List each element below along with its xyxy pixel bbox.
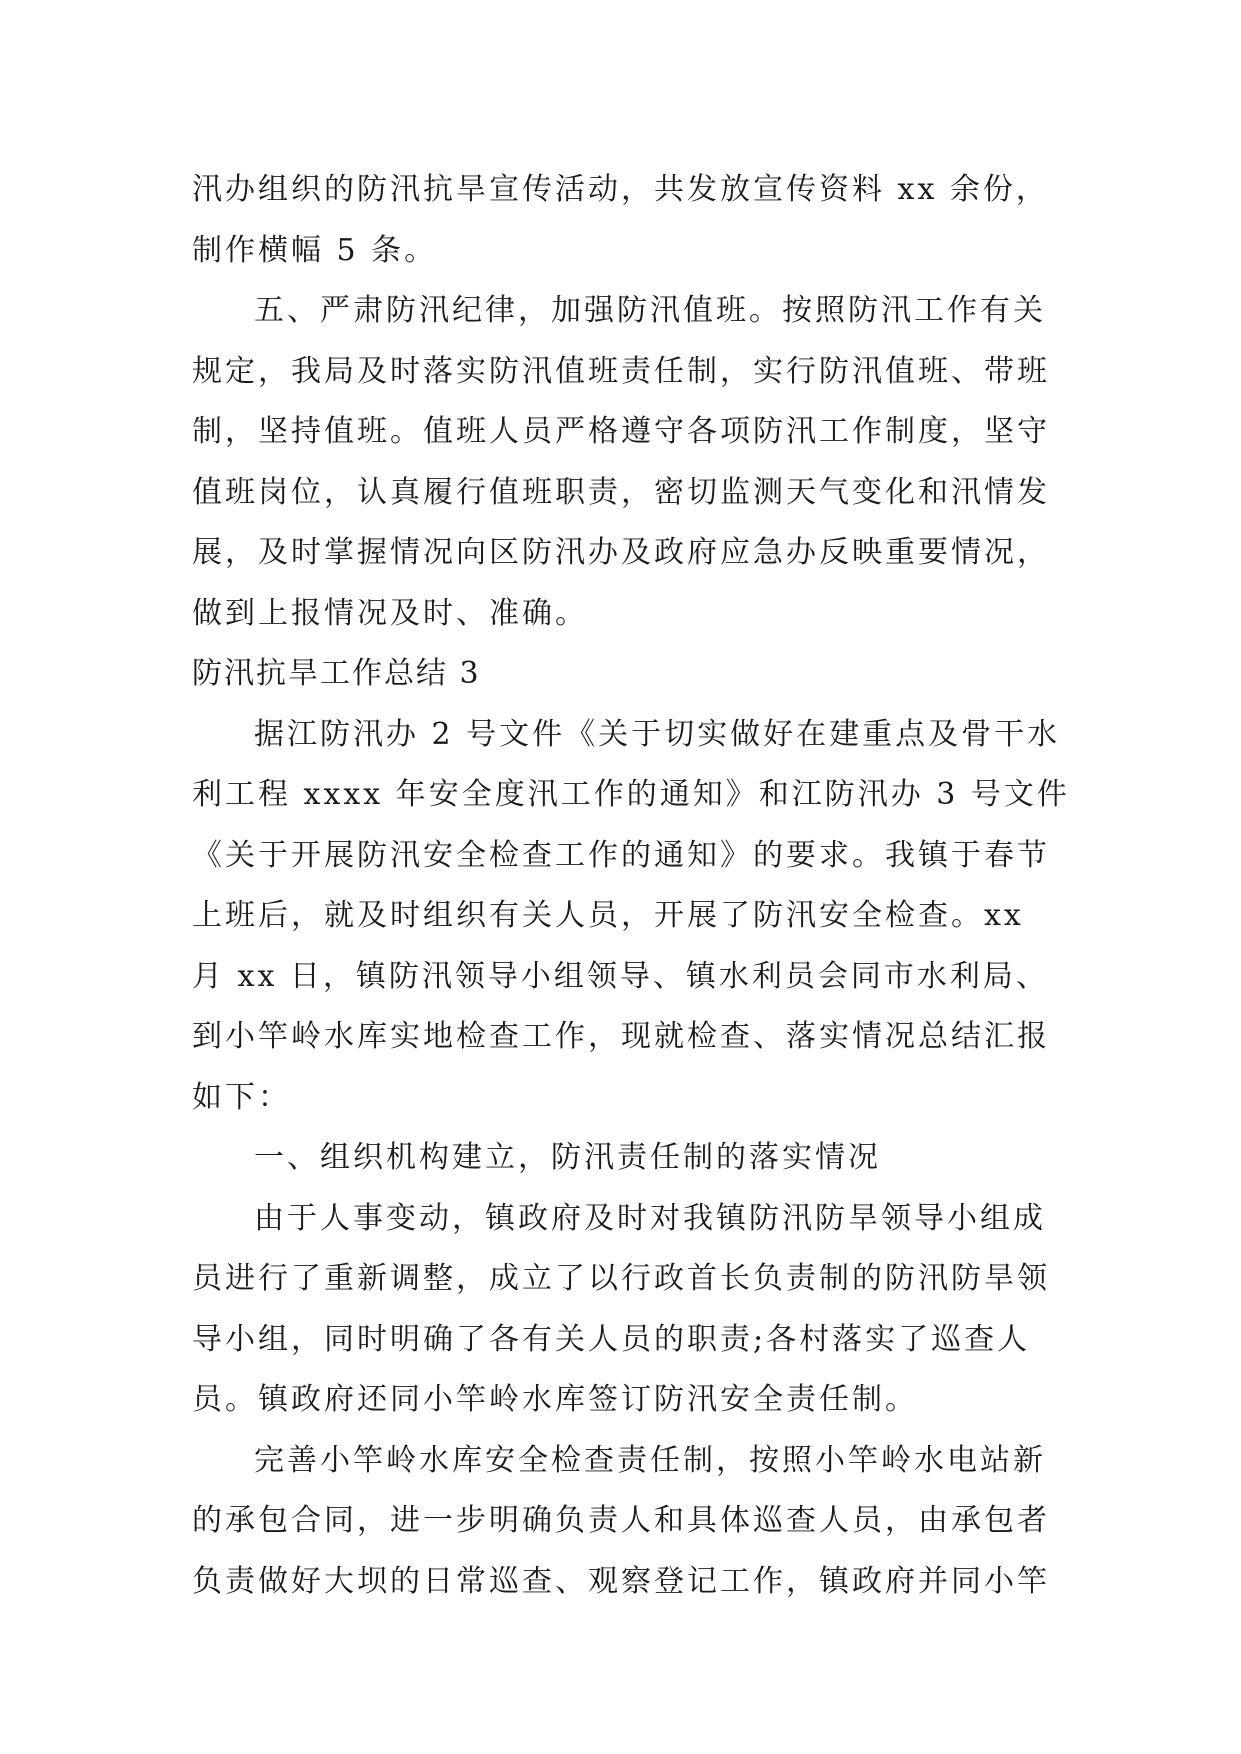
text-line: 利工程 xxxx 年安全度汛工作的通知》和江防汛办 3 号文件 — [192, 777, 1070, 812]
subsection-heading: 一、组织机构建立，防汛责任制的落实情况 — [254, 1140, 881, 1175]
text-line: 做到上报情况及时、准确。 — [192, 595, 588, 631]
text-line: 值班岗位，认真履行值班职责，密切监测天气变化和汛情发 — [192, 474, 1050, 510]
text-line: 如下： — [192, 1079, 291, 1115]
text-line: 月 xx 日，镇防汛领导小组领导、镇水利员会同市水利局、 — [192, 958, 1049, 994]
text-line: 负责做好大坝的日常巡查、观察登记工作，镇政府并同小竿 — [192, 1563, 1050, 1599]
text-line: 的承包合同，进一步明确负责人和具体巡查人员，由承包者 — [192, 1503, 1050, 1538]
text-line: 上班后，就及时组织有关人员，开展了防汛安全检查。xx — [192, 898, 1024, 933]
text-line: 完善小竿岭水库安全检查责任制，按照小竿岭水电站新 — [254, 1442, 1046, 1478]
text-line: 由于人事变动，镇政府及时对我镇防汛防旱领导小组成 — [254, 1200, 1046, 1236]
text-line: 到小竿岭水库实地检查工作，现就检查、落实情况总结汇报 — [192, 1019, 1050, 1054]
text-line: 展，及时掌握情况向区防汛办及政府应急办反映重要情况， — [192, 535, 1050, 570]
text-line: 员。镇政府还同小竿岭水库签订防汛安全责任制。 — [192, 1382, 918, 1417]
text-line: 员进行了重新调整，成立了以行政首长负责制的防汛防旱领 — [192, 1261, 1050, 1296]
text-line: 五、严肃防汛纪律，加强防汛值班。按照防汛工作有关 — [254, 293, 1046, 328]
text-line: 制作横幅 5 条。 — [192, 232, 438, 268]
text-line: 导小组，同时明确了各有关人员的职责;各村落实了巡查人 — [192, 1321, 1031, 1357]
text-line: 制，坚持值班。值班人员严格遵守各项防汛工作制度，坚守 — [192, 414, 1050, 449]
section-heading: 防汛抗旱工作总结 3 — [192, 656, 481, 691]
text-line: 汛办组织的防汛抗旱宣传活动，共发放宣传资料 xx 余份， — [192, 172, 1049, 207]
document-body — [192, 160, 1072, 1612]
text-line: 规定，我局及时落实防汛值班责任制，实行防汛值班、带班 — [192, 353, 1050, 389]
text-line: 《关于开展防汛安全检查工作的通知》的要求。我镇于春节 — [192, 837, 1050, 873]
text-line: 据江防汛办 2 号文件《关于切实做好在建重点及骨干水 — [254, 716, 1061, 752]
